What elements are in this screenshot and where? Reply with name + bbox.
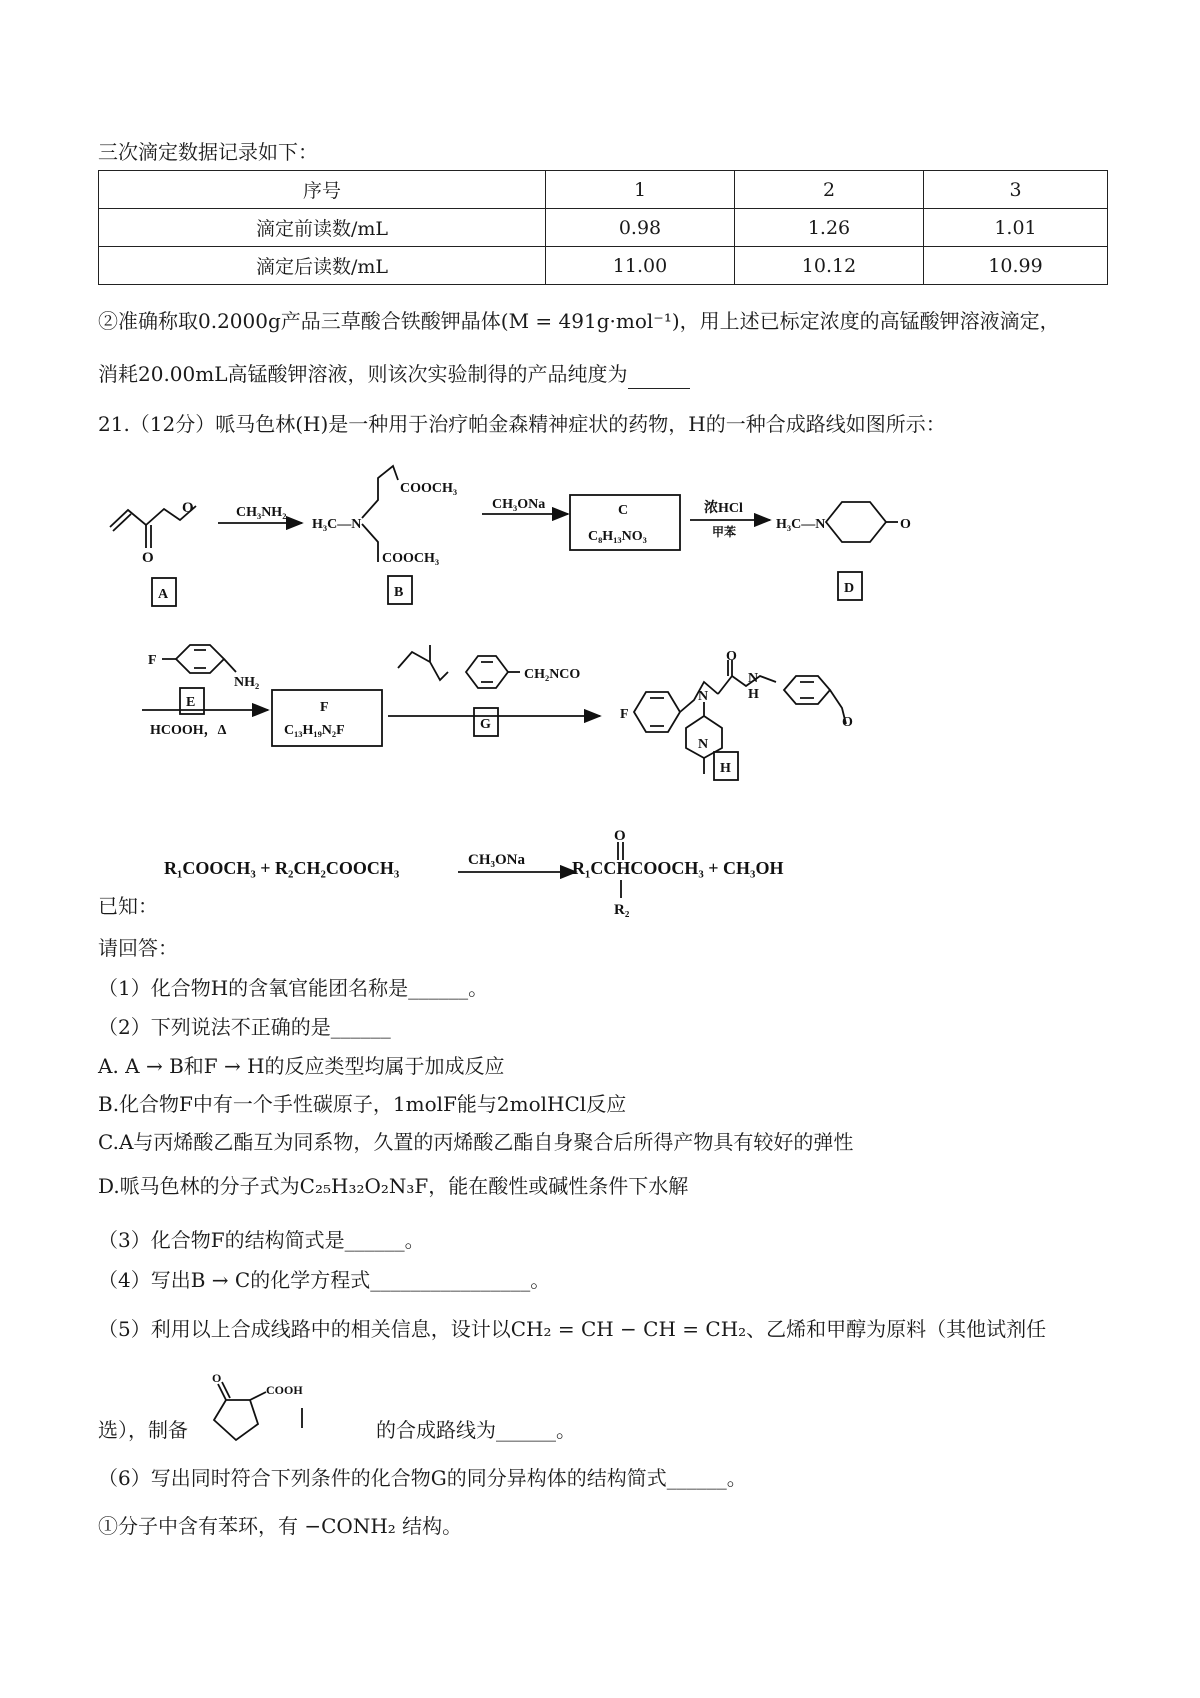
option-d: D.哌马色林的分子式为C₂₅H₃₂O₂N₃F，能在酸性或碱性条件下水解: [98, 1174, 689, 1198]
option-a: A. A → B和F → H的反应类型均属于加成反应: [98, 1054, 505, 1078]
known-r2: R₂: [614, 902, 630, 918]
h-nitrogen-1: N: [698, 689, 709, 704]
reagent-bc: CH₃ONa: [492, 497, 546, 512]
d-oxygen: O: [900, 517, 911, 532]
question-5-line2: [98, 1416, 576, 1444]
b-cooch3-top: COOCH₃: [400, 481, 458, 496]
compound-a-structure: [110, 500, 196, 566]
reagent-ef: HCOOH，Δ: [150, 723, 227, 738]
known-oxygen: O: [614, 828, 626, 844]
svg-text:O: O: [142, 550, 154, 566]
f-formula: C₁₃H₁₉N₂F: [284, 723, 345, 738]
q20-part2-line1: ②准确称取0.2000g产品三草酸合铁酸钾晶体(M = 491g·mol⁻¹)，用上述已标定浓度的高锰酸钾溶液滴定，: [98, 309, 1060, 333]
please-answer: 请回答：: [98, 936, 178, 960]
q21-title: 21.（12分）哌马色林(H)是一种用于治疗帕金森精神症状的药物，H的一种合成路线如图所示：: [98, 412, 946, 436]
q5-prefix: 选），制备: [98, 1418, 188, 1442]
question-2: （2）下列说法不正确的是______: [98, 1015, 391, 1039]
label-e: E: [186, 695, 196, 710]
table-cell: 3: [924, 171, 1108, 209]
label-a: A: [158, 587, 169, 602]
table-cell: 1.01: [924, 209, 1108, 247]
reagent-cd-bottom: 甲苯: [712, 525, 737, 539]
f-label: F: [320, 700, 329, 715]
h-hydrogen: H: [748, 687, 759, 702]
reagent-ab: CH₃NH₂: [236, 505, 287, 520]
h-oxygen-2: O: [842, 715, 853, 730]
h-nitrogen-2: N: [748, 671, 759, 686]
reagent-cd-top: 浓HCl: [704, 501, 743, 516]
h-fluorine: F: [620, 707, 629, 722]
label-d: D: [844, 581, 855, 596]
q5-suffix: 的合成路线为______。: [376, 1418, 576, 1442]
target-oxygen: O: [212, 1371, 222, 1385]
compound-b-structure: [362, 466, 398, 562]
question-4: （4）写出B → C的化学方程式________________。: [98, 1268, 551, 1292]
e-nh2: NH₂: [234, 675, 260, 690]
question-1: （1）化合物H的含氧官能团名称是______。: [98, 976, 489, 1000]
table-cell: 滴定后读数/mL: [99, 247, 546, 285]
table-cell: 序号: [99, 171, 546, 209]
known-right: R₁CCHCOOCH₃ + CH₃OH: [572, 858, 784, 878]
g-group: CH₂NCO: [524, 667, 581, 682]
table-cell: 11.00: [546, 247, 735, 285]
compound-e-structure: [162, 645, 236, 673]
intro-text: 三次滴定数据记录如下：: [98, 140, 318, 164]
h-nitrogen-3: N: [698, 737, 709, 752]
d-h3c-n: H₃C—N: [776, 517, 826, 532]
c-formula: C₈H₁₃NO₃: [588, 529, 647, 544]
b-h3c-n: H₃C—N: [312, 517, 362, 532]
table-cell: 10.99: [924, 247, 1108, 285]
label-h: H: [720, 761, 731, 776]
label-g: G: [480, 717, 491, 732]
compound-g-structure: [398, 645, 520, 688]
table-cell: 1.26: [735, 209, 924, 247]
target-cooh: COOH: [266, 1383, 303, 1397]
table-cell: 2: [735, 171, 924, 209]
table-cell: 滴定前读数/mL: [99, 209, 546, 247]
condition-1: ①分子中含有苯环，有 −CONH₂ 结构。: [98, 1514, 463, 1538]
compound-h-structure: [634, 660, 846, 774]
b-cooch3-bottom: COOCH₃: [382, 551, 440, 566]
question-5-line1: （5）利用以上合成线路中的相关信息，设计以CH₂ = CH − CH = CH₂、乙烯和甲醇为原料（其他试剂任: [98, 1317, 1047, 1341]
table-cell: 10.12: [735, 247, 924, 285]
known-label: 已知：: [98, 894, 158, 918]
h-oxygen-1: O: [726, 649, 737, 664]
c-label: C: [618, 503, 629, 518]
table-cell: 1: [546, 171, 735, 209]
label-b: B: [394, 585, 404, 600]
question-6: （6）写出同时符合下列条件的化合物G的同分异构体的结构简式______。: [98, 1466, 747, 1490]
table-cell: 0.98: [546, 209, 735, 247]
e-fluorine: F: [148, 653, 157, 668]
option-c: C.A与丙烯酸乙酯互为同系物，久置的丙烯酸乙酯自身聚合后所得产物具有较好的弹性: [98, 1130, 854, 1154]
known-reagent: CH₃ONa: [468, 852, 525, 868]
q20-part2-text: 消耗20.00mL高锰酸钾溶液，则该次实验制得的产品纯度为: [98, 362, 628, 386]
svg-text:O: O: [182, 500, 194, 516]
known-left: R₁COOCH₃ + R₂CH₂COOCH₃: [164, 858, 400, 878]
question-3: （3）化合物F的结构简式是______。: [98, 1228, 425, 1252]
option-b: B.化合物F中有一个手性碳原子，1molF能与2molHCl反应: [98, 1092, 627, 1116]
compound-d-structure: [826, 502, 898, 542]
